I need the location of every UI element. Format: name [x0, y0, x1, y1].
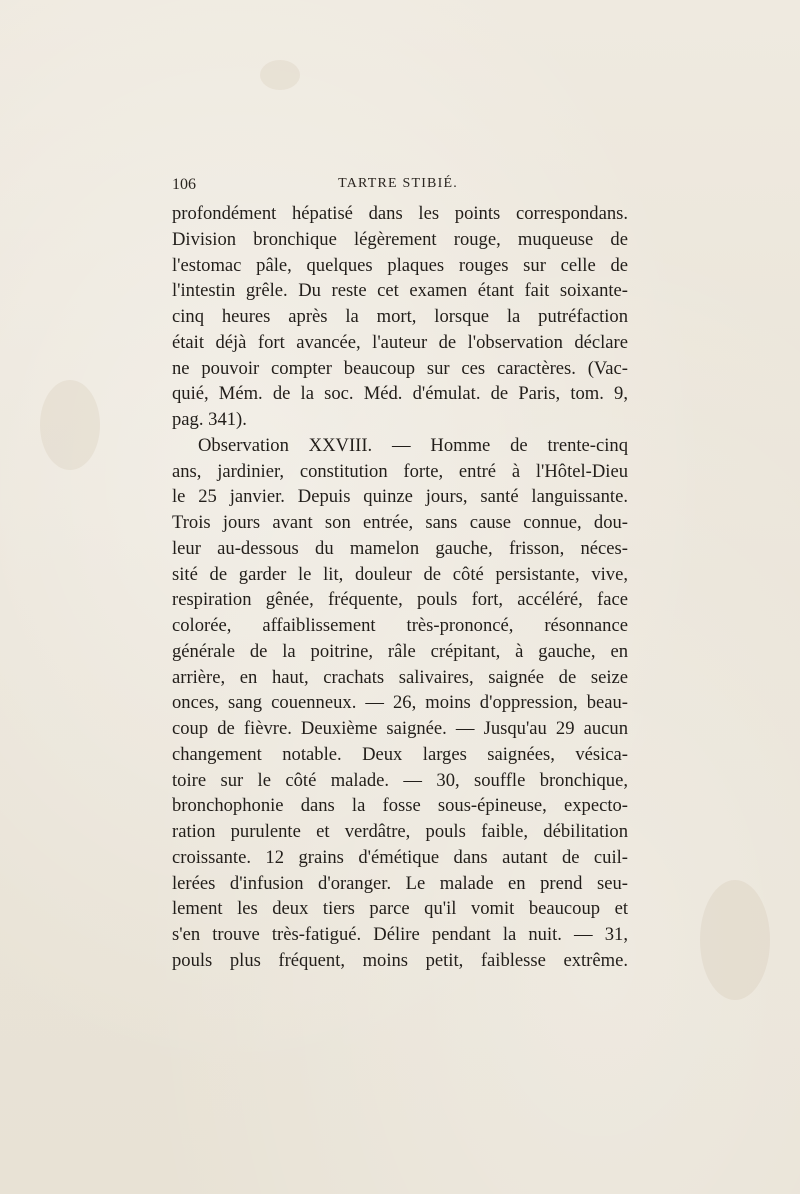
text-line: le 25 janvier. Depuis quinze jours, santé languissante.: [172, 486, 628, 508]
text-line: l'estomac pâle, quelques plaques rouges sur celle de: [172, 254, 628, 276]
text-line: coup de fièvre. Deuxième saignée. — Jusqu'au 29 aucun: [172, 718, 628, 739]
paper-stain: [260, 60, 300, 90]
text-line: colorée, affaiblissement très-prononcé, résonnance: [172, 615, 628, 636]
paper-stain: [40, 380, 100, 470]
text-line: Division bronchique légèrement rouge, muqueuse de: [172, 228, 628, 250]
text-line: s'en trouve très-fatigué. Délire pendant la nuit. — 31,: [172, 924, 628, 945]
text-line: croissante. 12 grains d'émétique dans autant de cuil-: [172, 846, 628, 868]
text-line: cinq heures après la mort, lorsque la putréfaction: [172, 306, 628, 327]
text-line: pouls plus fréquent, moins petit, faiblesse extrême.: [172, 949, 628, 971]
text-line: leur au-dessous du mamelon gauche, frisson, néces-: [172, 537, 628, 559]
text-line: onces, sang couenneux. — 26, moins d'oppression, beau-: [172, 692, 628, 714]
text-line: ration purulente et verdâtre, pouls faible, débilitation: [172, 821, 628, 842]
text-line: était déjà fort avancée, l'auteur de l'observation déclare: [172, 331, 628, 353]
text-line: profondément hépatisé dans les points correspondans.: [172, 203, 628, 224]
text-line: pag. 341).: [172, 409, 247, 430]
text-line: respiration gênée, fréquente, pouls fort, accéléré, face: [172, 589, 628, 611]
running-title: TARTRE STIBIÉ.: [338, 176, 458, 191]
text-line: toire sur le côté malade. — 30, souffle bronchique,: [172, 769, 628, 791]
paper-stain: [700, 880, 770, 1000]
page-number: 106: [172, 176, 196, 193]
body-text: [172, 201, 628, 974]
text-line: lerées d'infusion d'oranger. Le malade en prend seu-: [172, 872, 628, 894]
text-line: ne pouvoir compter beaucoup sur ces caractères. (Vac-: [172, 357, 628, 379]
text-line: générale de la poitrine, râle crépitant, à gauche, en: [172, 640, 628, 662]
text-line: sité de garder le lit, douleur de côté persistante, vive,: [172, 563, 628, 585]
text-line: l'intestin grêle. Du reste cet examen étant fait soixante-: [172, 280, 628, 302]
text-line: quié, Mém. de la soc. Méd. d'émulat. de Paris, tom. 9,: [172, 383, 628, 405]
text-line: bronchophonie dans la fosse sous-épineuse, expecto-: [172, 795, 628, 817]
text-line: lement les deux tiers parce qu'il vomit beaucoup et: [172, 898, 628, 920]
text-line: Trois jours avant son entrée, sans cause connue, dou-: [172, 512, 628, 533]
text-line: arrière, en haut, crachats salivaires, saignée de seize: [172, 666, 628, 688]
text-line: ans, jardinier, constitution forte, entré à l'Hôtel-Dieu: [172, 460, 628, 482]
text-line: changement notable. Deux larges saignées, vésica-: [172, 743, 628, 765]
text-line: Observation XXVIII. — Homme de trente-cinq: [198, 434, 628, 456]
page-header: [172, 176, 624, 200]
